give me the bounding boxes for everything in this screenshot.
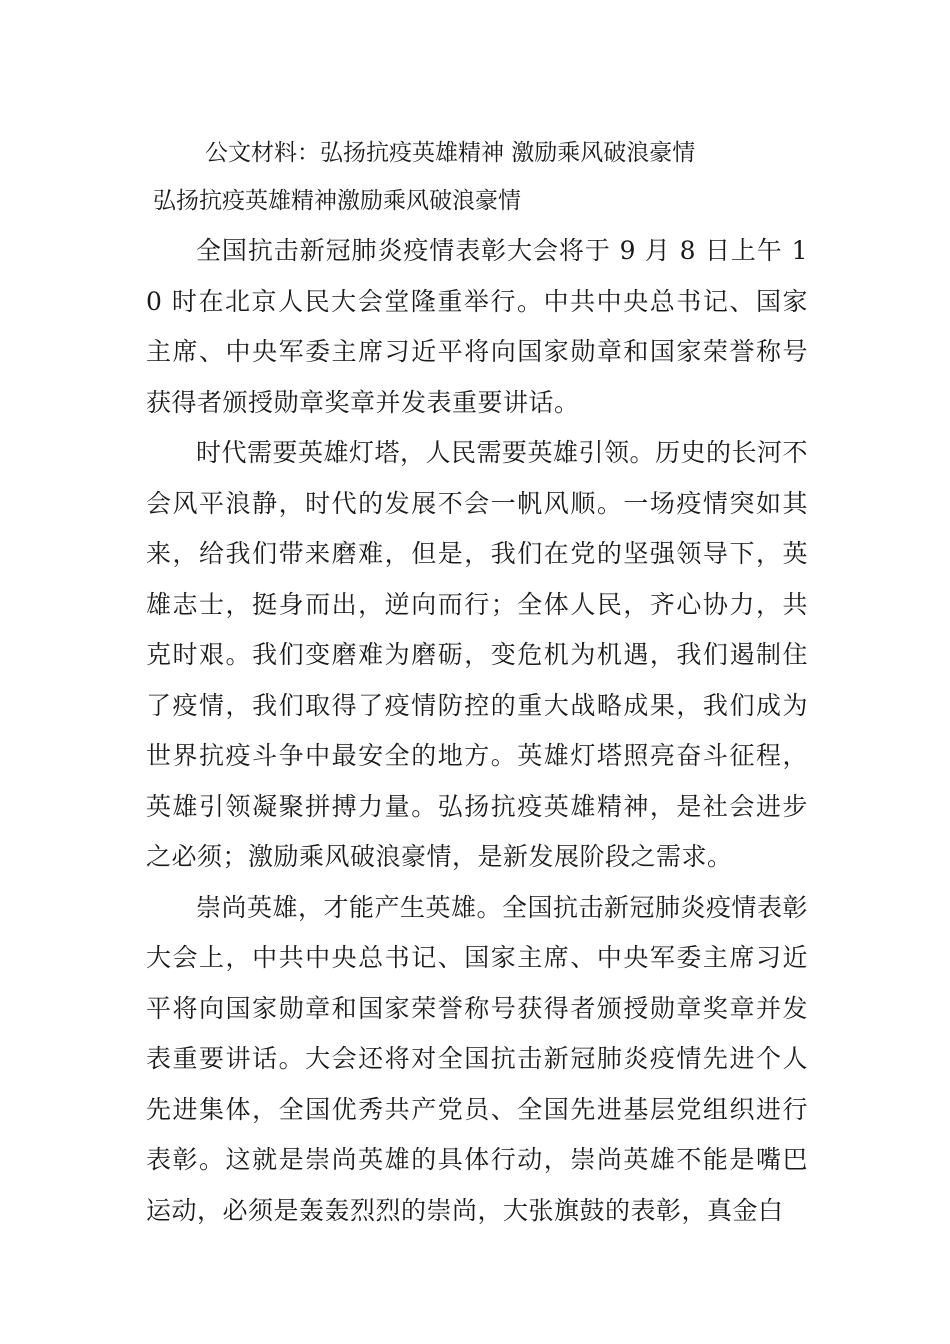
- document-body: [146, 226, 808, 1236]
- paragraph-2: 时代需要英雄灯塔，人民需要英雄引领。历史的长河不会风平浪静，时代的发展不会一帆风顺。一场疫情突如其来，给我们带来磨难，但是，我们在党的坚强领导下，英雄志士，挺身而出，逆向而行；全体人民，齐心协力，共克时艰。我们变磨难为磨砺，变危机为机遇，我们遏制住了疫情，我们取得了疫情防控的重大战略成果，我们成为世界抗疫斗争中最安全的地方。英雄灯塔照亮奋斗征程，英雄引领凝聚拼搏力量。弘扬抗疫英雄精神，是社会进步之必须；激励乘风破浪豪情，是新发展阶段之需求。: [146, 438, 809, 871]
- document-title: 公文材料：弘扬抗疫英雄精神 激励乘风破浪豪情: [205, 140, 696, 166]
- document-subtitle: 弘扬抗疫英雄精神激励乘风破浪豪情: [153, 188, 521, 214]
- paragraph-1: 全国抗击新冠肺炎疫情表彰大会将于 9 月 8 日上午 10 时在北京人民大会堂隆重举行。中共中央总书记、国家主席、中央军委主席习近平将向国家勋章和国家荣誉称号获得者颁授勋章奖章并发表重要讲话。: [146, 236, 808, 417]
- paragraph-3: 崇尚英雄，才能产生英雄。全国抗击新冠肺炎疫情表彰大会上，中共中央总书记、国家主席、中央军委主席习近平将向国家勋章和国家荣誉称号获得者颁授勋章奖章并发表重要讲话。大会还将对全国抗击新冠肺炎疫情先进个人先进集体，全国优秀共产党员、全国先进基层党组织进行表彰。这就是崇尚英雄的具体行动，崇尚英雄不能是嘴巴运动，必须是轰轰烈烈的崇尚，大张旗鼓的表彰，真金白: [146, 892, 809, 1225]
